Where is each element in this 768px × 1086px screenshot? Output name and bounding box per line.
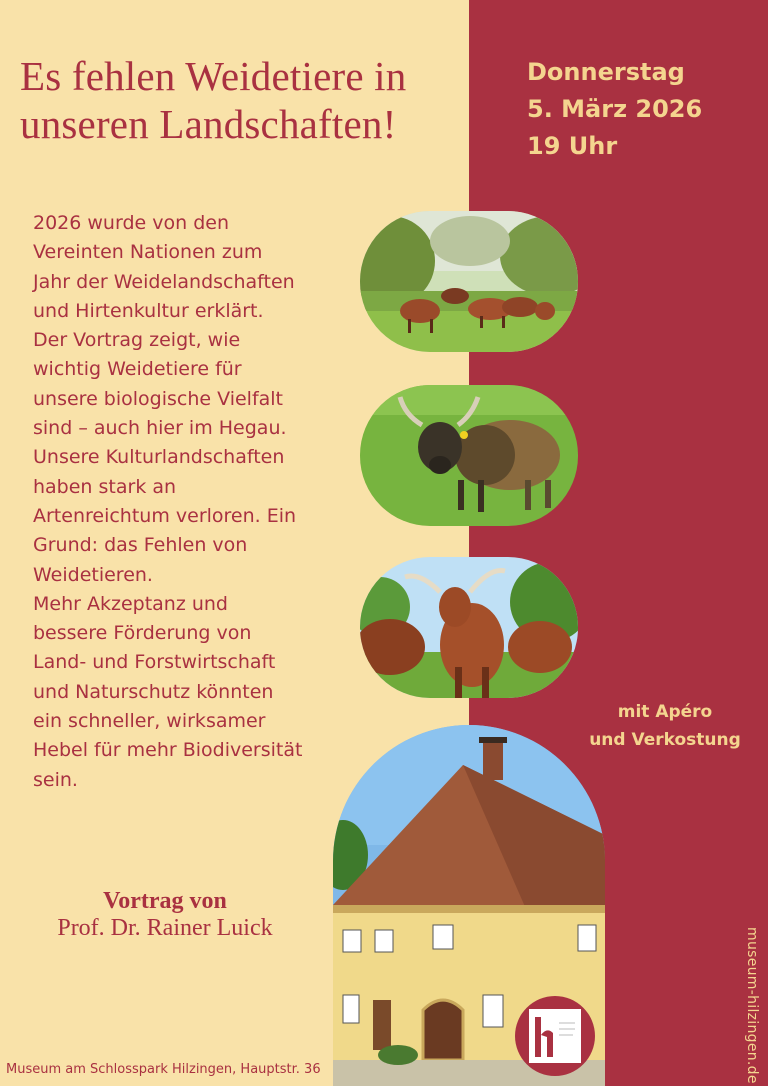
description-line: sein.: [33, 768, 78, 791]
description-line: 2026 wurde von den: [33, 212, 229, 234]
website-url[interactable]: museum-hilzingen.de: [744, 927, 760, 1084]
event-weekday: Donnerstag: [527, 58, 685, 86]
description-line: Artenreichtum verloren. Ein: [33, 504, 297, 527]
event-date-line: 5. März 2026: [527, 95, 703, 123]
apero-line: und Verkostung: [589, 730, 741, 750]
speaker-intro: Vortrag von: [103, 888, 227, 914]
longhorn-cattle-photo: [360, 557, 578, 698]
speaker-block: [20, 888, 310, 942]
apero-line: mit Apéro: [617, 702, 713, 722]
apero-note: [575, 698, 755, 754]
museum-logo-icon: [515, 996, 595, 1076]
speaker-name: Prof. Dr. Rainer Luick: [57, 915, 273, 941]
event-date: [527, 54, 757, 165]
title-line: unseren Landschaften!: [20, 101, 397, 147]
venue-address: Museum am Schlosspark Hilzingen, Hauptstr. 36: [6, 1062, 321, 1077]
description-line: und Naturschutz könnten: [33, 680, 274, 703]
logo-emblem: [529, 1009, 581, 1063]
poster-title: [20, 52, 460, 148]
description-line: Unsere Kulturlandschaften: [33, 446, 285, 469]
event-time: 19 Uhr: [527, 132, 618, 160]
description-line: wichtig Weidetiere für: [33, 358, 242, 381]
description-line: Land- und Forstwirtschaft: [33, 651, 276, 674]
description-line: Vereinten Nationen zum: [33, 241, 263, 264]
description-line: bessere Förderung von: [33, 622, 252, 645]
description-line: Mehr Akzeptanz und: [33, 592, 228, 615]
description-line: ein schneller, wirksamer: [33, 710, 266, 733]
description-line: unsere biologische Vielfalt: [33, 387, 284, 410]
description-text: [33, 209, 333, 795]
description-line: sind – auch hier im Hegau.: [33, 417, 287, 440]
description-line: und Hirtenkultur erklärt.: [33, 299, 264, 322]
grey-cow-photo: [360, 385, 578, 526]
description-line: haben stark an: [33, 475, 177, 498]
title-line: Es fehlen Weidetiere in: [20, 53, 407, 99]
cattle-herd-photo: [360, 211, 578, 352]
description-line: Hebel für mehr Biodiversität: [33, 739, 303, 762]
description-line: Weidetieren.: [33, 563, 153, 586]
description-line: Grund: das Fehlen von: [33, 534, 248, 557]
description-line: Der Vortrag zeigt, wie: [33, 329, 241, 352]
description-line: Jahr der Weidelandschaften: [33, 270, 295, 293]
